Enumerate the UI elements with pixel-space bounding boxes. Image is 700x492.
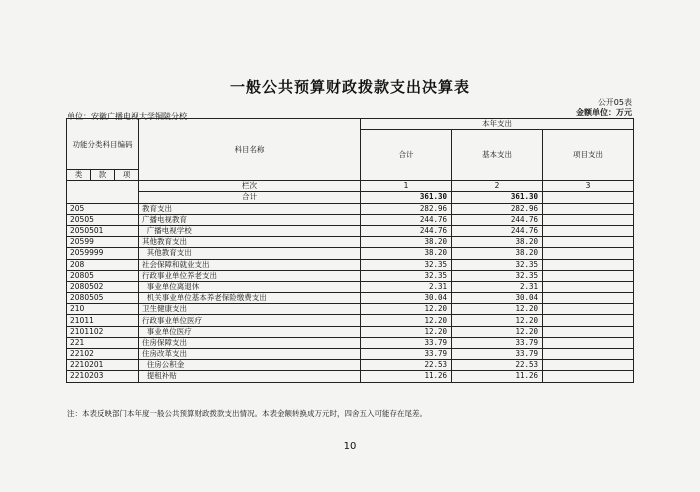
row-project <box>543 248 634 259</box>
row-total: 32.35 <box>361 270 452 281</box>
row-code: 2101102 <box>67 326 139 337</box>
row-subject-name: 住房公积金 <box>139 360 361 371</box>
header-xiang: 项 <box>115 170 139 181</box>
row-subject-name: 其他教育支出 <box>139 248 361 259</box>
row-basic: 282.96 <box>452 203 543 214</box>
row-code: 2210203 <box>67 371 139 382</box>
row-code: 20505 <box>67 214 139 225</box>
row-project <box>543 304 634 315</box>
row-total: 282.96 <box>361 203 452 214</box>
table-row <box>67 315 634 326</box>
row-basic: 32.35 <box>452 259 543 270</box>
row-total: 38.20 <box>361 237 452 248</box>
header-basic: 基本支出 <box>452 130 543 181</box>
row-subject-name: 社会保障和就业支出 <box>139 259 361 270</box>
table-row <box>67 214 634 225</box>
row-project <box>543 281 634 292</box>
row-basic: 38.20 <box>452 248 543 259</box>
sum-basic: 361.30 <box>452 192 543 203</box>
row-subject-name: 广播电视学校 <box>139 225 361 236</box>
row-subject-name: 卫生健康支出 <box>139 304 361 315</box>
row-code: 221 <box>67 337 139 348</box>
row-subject-name: 住房改革支出 <box>139 349 361 360</box>
header-kuan: 款 <box>91 170 115 181</box>
row-subject-name: 教育支出 <box>139 203 361 214</box>
row-project <box>543 237 634 248</box>
row-code: 2210201 <box>67 360 139 371</box>
table-row <box>67 371 634 382</box>
row-basic: 22.53 <box>452 360 543 371</box>
table-row <box>67 248 634 259</box>
row-code: 22102 <box>67 349 139 360</box>
row-basic: 32.35 <box>452 270 543 281</box>
row-basic: 12.20 <box>452 315 543 326</box>
row-basic: 33.79 <box>452 349 543 360</box>
row-project <box>543 225 634 236</box>
header-col1: 1 <box>361 181 452 192</box>
row-total: 11.26 <box>361 371 452 382</box>
header-func-code: 功能分类科目编码 <box>67 119 139 170</box>
table-row <box>67 237 634 248</box>
sum-project <box>543 192 634 203</box>
row-project <box>543 349 634 360</box>
row-code: 20805 <box>67 270 139 281</box>
header-current-year: 本年支出 <box>361 119 634 130</box>
table-row <box>67 259 634 270</box>
row-subject-name: 提租补贴 <box>139 371 361 382</box>
row-total: 2.31 <box>361 281 452 292</box>
row-basic: 33.79 <box>452 337 543 348</box>
header-total: 合计 <box>361 130 452 181</box>
header-blank <box>67 181 139 203</box>
row-project <box>543 270 634 281</box>
row-code: 205 <box>67 203 139 214</box>
row-project <box>543 326 634 337</box>
expenditure-table <box>66 118 634 383</box>
row-project <box>543 259 634 270</box>
row-subject-name: 住房保障支出 <box>139 337 361 348</box>
table-row <box>67 337 634 348</box>
row-project <box>543 214 634 225</box>
organization-label: 单位：安徽广播电视大学铜陵分校 <box>67 112 187 121</box>
sum-label: 合计 <box>139 192 361 203</box>
row-total: 33.79 <box>361 349 452 360</box>
table-row <box>67 203 634 214</box>
row-project <box>543 360 634 371</box>
row-total: 32.35 <box>361 259 452 270</box>
row-code: 2050501 <box>67 225 139 236</box>
row-basic: 38.20 <box>452 237 543 248</box>
row-basic: 12.20 <box>452 326 543 337</box>
row-code: 2059999 <box>67 248 139 259</box>
row-total: 33.79 <box>361 337 452 348</box>
table-row <box>67 270 634 281</box>
header-lanci: 栏次 <box>139 181 361 192</box>
row-code: 210 <box>67 304 139 315</box>
row-project <box>543 337 634 348</box>
header-subject-name: 科目名称 <box>139 119 361 181</box>
row-total: 12.20 <box>361 315 452 326</box>
row-basic: 12.20 <box>452 304 543 315</box>
row-code: 2080502 <box>67 281 139 292</box>
table-row <box>67 225 634 236</box>
row-subject-name: 其他教育支出 <box>139 237 361 248</box>
row-code: 208 <box>67 259 139 270</box>
header-project: 项目支出 <box>543 130 634 181</box>
table-row <box>67 326 634 337</box>
row-subject-name: 事业单位医疗 <box>139 326 361 337</box>
row-total: 12.20 <box>361 326 452 337</box>
header-col3: 3 <box>543 181 634 192</box>
page-title: 一般公共预算财政拨款支出决算表 <box>229 78 470 96</box>
row-project <box>543 315 634 326</box>
table-row <box>67 304 634 315</box>
row-total: 12.20 <box>361 304 452 315</box>
sum-total: 361.30 <box>361 192 452 203</box>
row-basic: 244.76 <box>452 225 543 236</box>
row-basic: 244.76 <box>452 214 543 225</box>
row-total: 38.20 <box>361 248 452 259</box>
row-subject-name: 机关事业单位基本养老保险缴费支出 <box>139 293 361 304</box>
row-subject-name: 事业单位离退休 <box>139 281 361 292</box>
table-row <box>67 349 634 360</box>
row-subject-name: 行政事业单位养老支出 <box>139 270 361 281</box>
row-total: 30.04 <box>361 293 452 304</box>
row-code: 2080505 <box>67 293 139 304</box>
page-number: 10 <box>343 441 357 452</box>
amount-unit: 金额单位：万元 <box>576 108 632 117</box>
table-row <box>67 360 634 371</box>
row-total: 244.76 <box>361 225 452 236</box>
row-basic: 2.31 <box>452 281 543 292</box>
row-total: 22.53 <box>361 360 452 371</box>
row-total: 244.76 <box>361 214 452 225</box>
row-basic: 30.04 <box>452 293 543 304</box>
row-code: 20599 <box>67 237 139 248</box>
header-lei: 类 <box>67 170 91 181</box>
row-project <box>543 371 634 382</box>
footnote: 注：本表反映部门本年度一般公共预算财政拨款支出情况。本表金额转换成万元时，四舍五入可能存在尾差。 <box>67 409 427 418</box>
row-subject-name: 广播电视教育 <box>139 214 361 225</box>
form-number: 公开05表 <box>597 98 632 107</box>
table-row <box>67 293 634 304</box>
row-subject-name: 行政事业单位医疗 <box>139 315 361 326</box>
header-col2: 2 <box>452 181 543 192</box>
row-project <box>543 293 634 304</box>
table-row <box>67 281 634 292</box>
row-project <box>543 203 634 214</box>
row-code: 21011 <box>67 315 139 326</box>
row-basic: 11.26 <box>452 371 543 382</box>
